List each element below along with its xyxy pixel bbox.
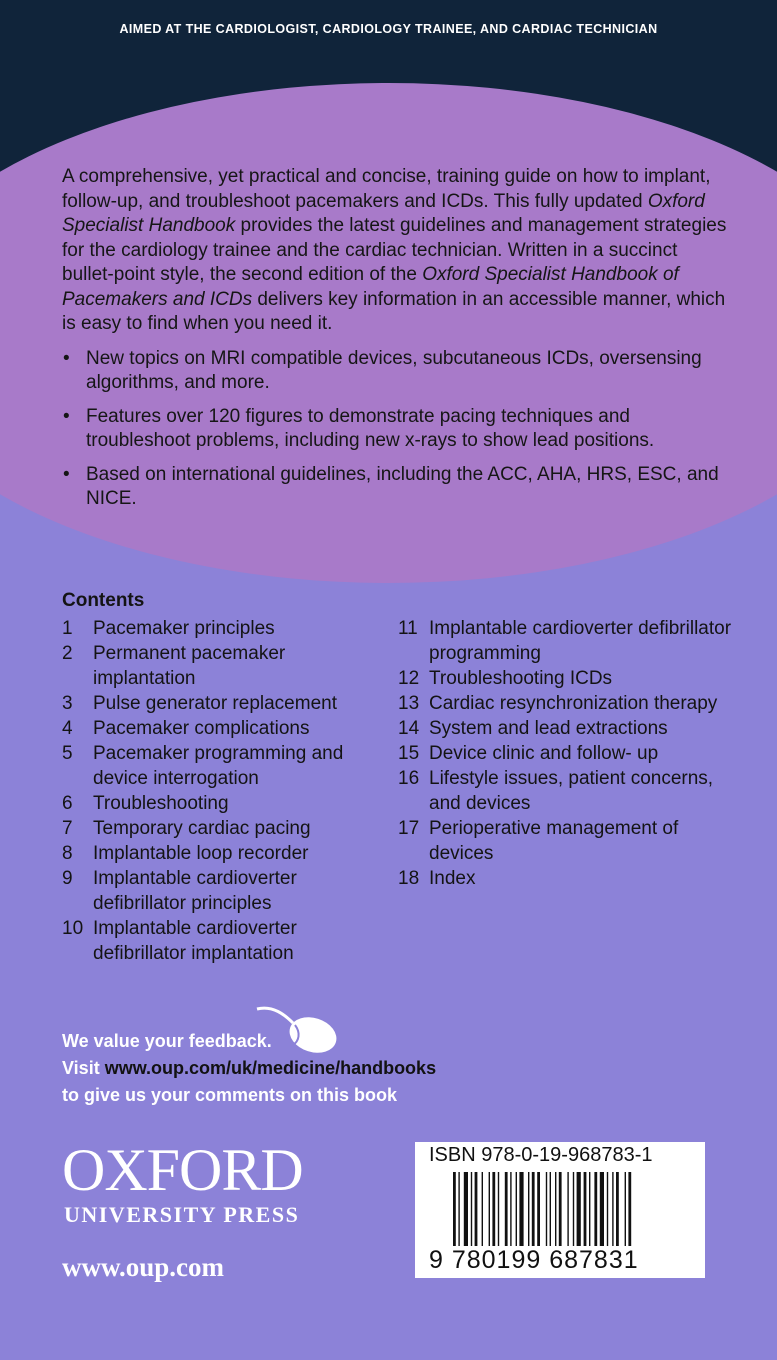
chapter-number: 13	[398, 693, 420, 714]
toc-item	[62, 791, 382, 816]
publisher-logo: OXFORD	[62, 1137, 303, 1203]
chapter-title: Troubleshooting ICDs	[429, 668, 613, 689]
feature-item: • Based on international guidelines, including the ACC, AHA, HRS, ESC, and NICE.	[63, 463, 719, 509]
chapter-number: 3	[62, 693, 73, 714]
bullet-icon: •	[63, 463, 70, 485]
toc-item	[398, 691, 738, 716]
chapter-number: 6	[62, 793, 73, 814]
toc-item	[62, 816, 382, 841]
feedback-block	[62, 1028, 436, 1109]
contents-list-left	[62, 616, 382, 966]
bullet-icon: •	[63, 405, 70, 427]
chapter-title: Implantable cardioverter defibrillator principles	[93, 868, 297, 914]
toc-item	[398, 816, 738, 866]
contents-list-right	[398, 616, 738, 891]
toc-item	[398, 616, 738, 666]
audience-tagline: AIMED AT THE CARDIOLOGIST, CARDIOLOGY TRAINEE, AND CARDIAC TECHNICIAN	[119, 22, 658, 36]
chapter-number: 7	[62, 818, 73, 839]
book-description	[62, 165, 732, 521]
chapter-title: Implantable cardioverter defibrillator programming	[429, 618, 732, 664]
chapter-number: 16	[398, 768, 420, 789]
chapter-title: Pulse generator replacement	[93, 693, 337, 714]
feedback-visit-line: Visit www.oup.com/uk/medicine/handbooks	[62, 1058, 437, 1078]
barcode-digits: 9 780199 687831	[429, 1246, 639, 1274]
toc-item	[398, 716, 738, 741]
chapter-title: Temporary cardiac pacing	[93, 818, 311, 839]
chapter-number: 2	[62, 643, 73, 664]
chapter-number: 5	[62, 743, 73, 764]
feature-item: • Features over 120 figures to demonstrate pacing techniques and troubleshoot problems, including new x-rays to show lead positions.	[63, 405, 655, 451]
isbn-label: ISBN 978-0-19-968783-1	[429, 1144, 653, 1166]
toc-item	[62, 716, 382, 741]
toc-item	[62, 691, 382, 716]
chapter-title: Permanent pacemaker implantation	[93, 643, 286, 689]
chapter-number: 4	[62, 718, 73, 739]
feedback-line: to give us your comments on this book	[62, 1085, 398, 1105]
feature-item: • New topics on MRI compatible devices, subcutaneous ICDs, oversensing algorithms, and more.	[63, 347, 702, 393]
chapter-number: 12	[398, 668, 420, 689]
toc-item	[62, 641, 382, 691]
chapter-number: 17	[398, 818, 420, 839]
description-paragraph: A comprehensive, yet practical and concise, training guide on how to implant, follow-up, and troubleshoot pacemakers and ICDs. This fully updated Oxford Specialist Handbook provides the latest guidelines and management strategies for the cardiology trainee and the cardiac technician. Written in a succinct bullet-point style, the second edition of the Oxford Specialist Handbook of Pacemakers and ICDs delivers key information in an accessible manner, which is easy to find when you need it.	[62, 166, 727, 334]
chapter-number: 14	[398, 718, 420, 739]
toc-item	[62, 841, 382, 866]
chapter-title: Device clinic and follow- up	[429, 743, 659, 764]
bullet-icon: •	[63, 347, 70, 369]
publisher-url[interactable]: www.oup.com	[62, 1252, 225, 1282]
chapter-title: Implantable cardioverter defibrillator implantation	[93, 918, 297, 964]
chapter-title: Index	[429, 868, 476, 889]
isbn-barcode	[415, 1142, 705, 1278]
chapter-title: Pacemaker complications	[93, 718, 310, 739]
chapter-title: Cardiac resynchronization therapy	[429, 693, 718, 714]
chapter-title: Lifestyle issues, patient concerns, and devices	[429, 768, 714, 814]
toc-item	[62, 616, 382, 641]
toc-item	[398, 766, 738, 816]
publisher-subtitle: UNIVERSITY PRESS	[64, 1202, 300, 1227]
toc-item	[62, 741, 382, 791]
chapter-title: Implantable loop recorder	[93, 843, 309, 864]
chapter-number: 15	[398, 743, 420, 764]
feature-list	[62, 347, 732, 512]
toc-item	[398, 666, 738, 691]
chapter-title: System and lead extractions	[429, 718, 668, 739]
chapter-number: 8	[62, 843, 73, 864]
chapter-title: Perioperative management of devices	[429, 818, 679, 864]
chapter-title: Pacemaker programming and device interrogation	[93, 743, 344, 789]
chapter-number: 11	[398, 618, 418, 639]
chapter-title: Pacemaker principles	[93, 618, 275, 639]
chapter-number: 10	[62, 918, 84, 939]
handbooks-link[interactable]: www.oup.com/uk/medicine/handbooks	[104, 1058, 437, 1078]
toc-item	[398, 741, 738, 766]
chapter-title: Troubleshooting	[93, 793, 229, 814]
toc-item	[62, 866, 382, 916]
chapter-number: 18	[398, 868, 420, 889]
chapter-number: 1	[62, 618, 73, 639]
contents-heading: Contents	[62, 590, 145, 611]
toc-item	[62, 916, 382, 966]
chapter-number: 9	[62, 868, 73, 889]
toc-item	[398, 866, 738, 891]
feedback-line: We value your feedback.	[62, 1031, 272, 1051]
barcode-bars	[453, 1172, 693, 1248]
